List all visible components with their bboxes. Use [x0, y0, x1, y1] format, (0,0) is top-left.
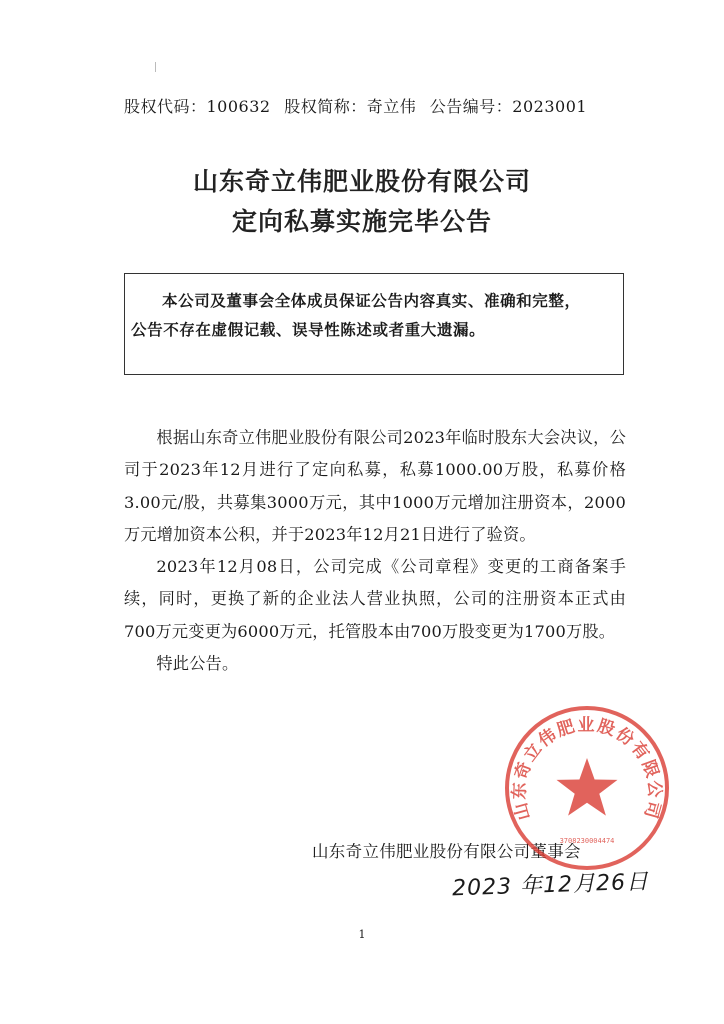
- board-signature: 山东奇立伟肥业股份有限公司董事会: [312, 842, 581, 861]
- stock-code: 股权代码：100632: [124, 97, 271, 116]
- announcement-number: 公告编号：2023001: [429, 97, 588, 116]
- scan-edge-mark: [155, 62, 156, 72]
- title-company: 山东奇立伟肥业股份有限公司: [192, 167, 531, 196]
- page-number: 1: [358, 928, 366, 941]
- stock-abbreviation: 股权简称：奇立伟: [284, 97, 417, 116]
- disclaimer-line-2: 公告不存在虚假记载、误导性陈述或者重大遗漏。: [131, 320, 486, 339]
- disclaimer-box: [124, 273, 624, 375]
- seal-star-icon: [557, 758, 618, 816]
- paragraph-closing: 特此公告。: [156, 654, 239, 674]
- announcement-header: [124, 94, 595, 117]
- handwritten-date: 2023 年12月26日: [451, 869, 650, 902]
- title-subject: 定向私募实施完毕公告: [231, 207, 492, 236]
- document-title: [0, 162, 724, 242]
- paragraph-private-placement: 根据山东奇立伟肥业股份有限公司2023年临时股东大会决议，公司于2023年12月进行了定向私募，私募1000.00万股，私募价格3.00元/股，共募集3000万元，其中1000万元增加注册资本，2000万元增加资本公积，并于2023年12月21日进行了验资。: [124, 428, 626, 544]
- announcement-body: [124, 422, 626, 680]
- paragraph-registration-change: 2023年12月08日，公司完成《公司章程》变更的工商备案手续，同时，更换了新的企业法人营业执照，公司的注册资本正式由700万元变更为6000万元，托管股本由700万股变更为1700万股。: [124, 557, 626, 641]
- seal-text: 山东奇立伟肥业股份有限公司: [509, 715, 665, 823]
- disclaimer-line-1: 本公司及董事会全体成员保证公告内容真实、准确和完整，: [162, 291, 581, 310]
- company-seal-stamp: [502, 703, 672, 873]
- seal-number: 3708230004474: [559, 837, 615, 845]
